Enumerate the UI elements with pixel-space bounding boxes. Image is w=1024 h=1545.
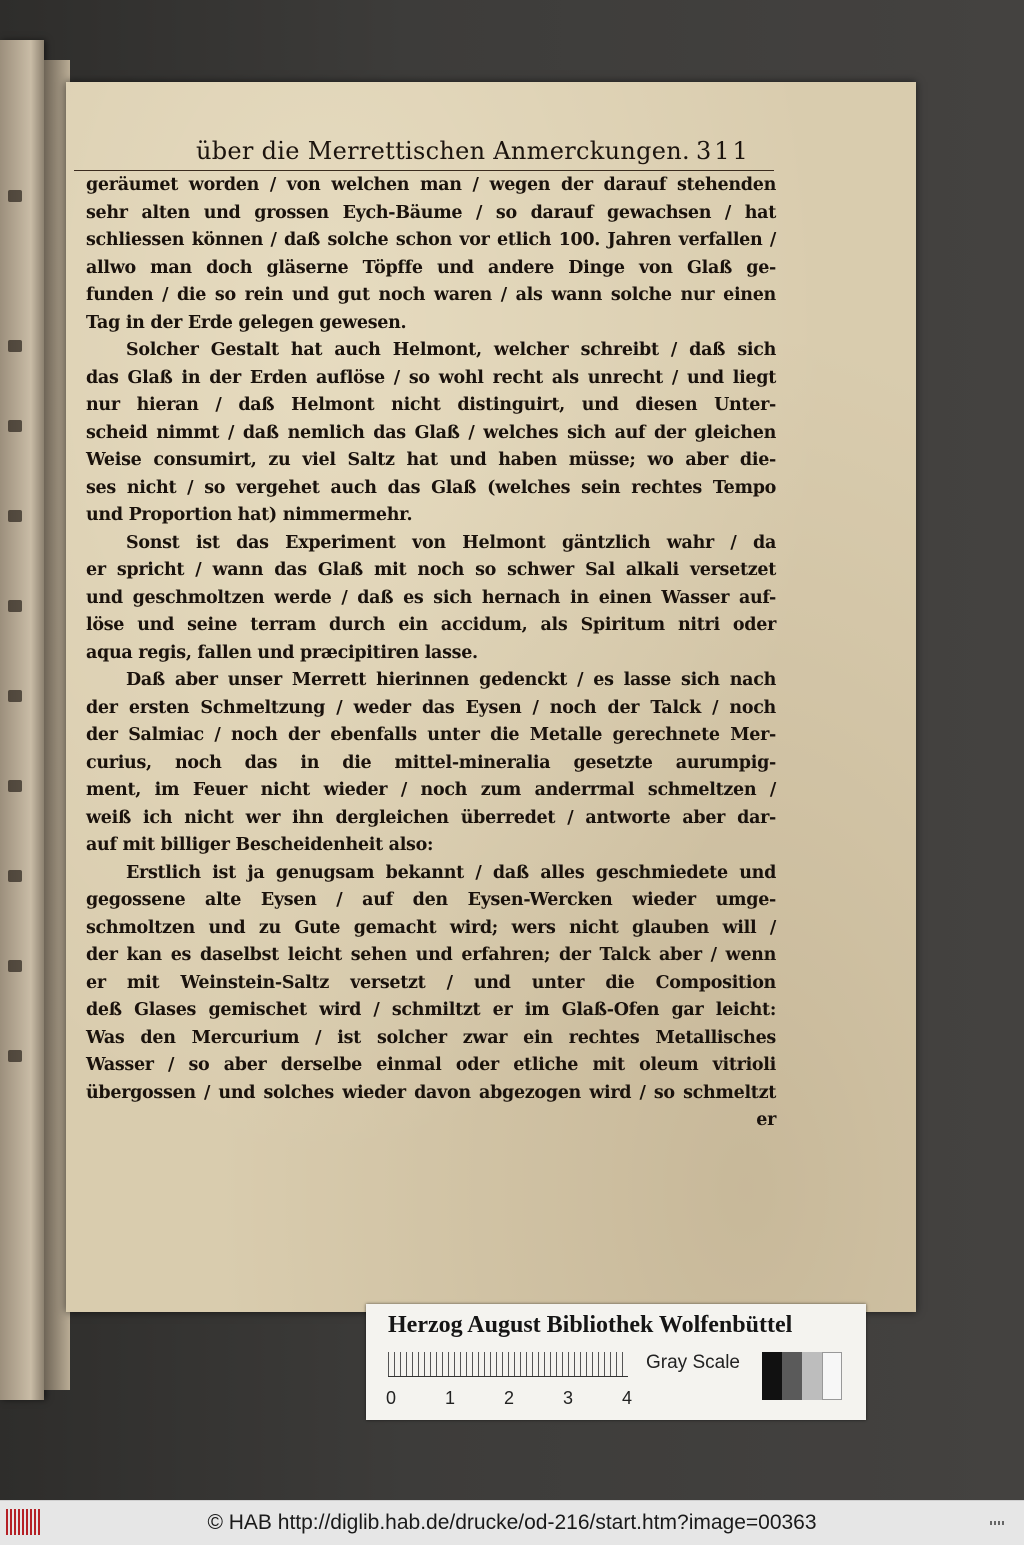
text-line: deß Glases gemischet wird / schmiltzt er im Glaß-Ofen gar leicht: (86, 1000, 776, 1020)
text-line: nur hieran / daß Helmont nicht distinguirt, und diesen Unter- (86, 395, 776, 415)
book-page (66, 82, 916, 1312)
text-line: übergossen / und solches wieder davon abgezogen wird / so schmeltzt (86, 1082, 776, 1103)
text-line: und geschmoltzen werde / daß es sich hernach in einen Wasser auf- (86, 587, 776, 608)
text-line: weiß ich nicht wer ihn dergleichen überredet / antworte aber dar- (86, 807, 776, 828)
ink-mark (8, 190, 22, 202)
header-rule (74, 170, 774, 171)
text-line: gegossene alte Eysen / auf den Eysen-Wercken wieder umge- (86, 890, 776, 910)
ink-mark (8, 960, 22, 972)
ruler-number: 2 (504, 1388, 515, 1408)
text-line: das Glaß in der Erden auflöse / so wohl recht als unrecht / und liegt (86, 367, 776, 388)
text-line: geräumet worden / von welchen man / wegen der darauf stehenden (86, 175, 776, 195)
text-line: er spricht / wann das Glaß mit noch so schwer Sal alkali versetzet (86, 560, 776, 580)
text-line: funden / die so rein und gut noch waren / als wann solche nur einen (86, 285, 776, 305)
text-line: sehr alten und grossen Eych-Bäume / so darauf gewachsen / hat (86, 202, 776, 223)
text-line: Wasser / so aber derselbe einmal oder etliche mit oleum vitrioli (86, 1055, 776, 1075)
previous-page-edge (0, 40, 44, 1400)
ruler-number: 1 (445, 1388, 456, 1408)
text-line: aqua regis, fallen und præcipitiren lasse. (86, 642, 478, 663)
text-line: Tag in der Erde gelegen gewesen. (86, 312, 407, 333)
text-line: Daß aber unser Merrett hierinnen gedenckt / es lasse sich nach (126, 670, 776, 690)
gray-swatch (822, 1352, 842, 1400)
text-line: Erstlich ist ja genugsam bekannt / daß alles geschmiedete und (126, 862, 776, 883)
catchword: er (756, 1110, 776, 1130)
text-line: auf mit billiger Bescheidenheit also: (86, 835, 434, 855)
text-line: und Proportion hat) nimmermehr. (86, 505, 413, 525)
more-icon[interactable] (990, 1521, 1006, 1525)
text-line: scheid nimmt / daß nemlich das Glaß / welches sich auf der gleichen (86, 422, 776, 443)
text-line: ment, im Feuer nicht wieder / noch zum anderrmal schmeltzen / (86, 780, 776, 800)
ink-mark (8, 510, 22, 522)
text-line: der ersten Schmeltzung / weder das Eysen / noch der Talck / noch (86, 697, 776, 718)
ruler-number: 3 (563, 1388, 574, 1408)
body-text (86, 172, 776, 1135)
text-line: Weise consumirt, zu viel Saltz hat und haben müsse; wo aber die- (86, 450, 776, 470)
ruler-number: 0 (386, 1388, 397, 1408)
color-scale-target (366, 1304, 866, 1420)
ink-mark (8, 690, 22, 702)
text-line: ses nicht / so vergehet auch das Glaß (welches sein rechtes Tempo (86, 477, 776, 498)
text-line: der Salmiac / noch der ebenfalls unter die Metalle gerechnete Mer- (86, 725, 776, 745)
ruler-number: 4 (622, 1388, 633, 1408)
text-line: allwo man doch gläserne Töpffe und andere Dinge von Glaß ge- (86, 257, 776, 278)
ink-mark (8, 340, 22, 352)
text-line: Solcher Gestalt hat auch Helmont, welcher schreibt / daß sich (126, 340, 776, 360)
gray-swatch (782, 1352, 802, 1400)
text-line: curius, noch das in die mittel-mineralia gesetzte aurumpig- (86, 752, 776, 773)
ink-mark (8, 600, 22, 612)
text-line: schliessen können / daß solche schon vor etlich 100. Jahren verfallen / (86, 230, 776, 250)
gray-swatch (762, 1352, 782, 1400)
text-line: Was den Mercurium / ist solcher zwar ein rechtes Metallisches (86, 1027, 776, 1048)
ruler-scale (388, 1352, 628, 1377)
text-line: löse und seine terram durch ein accidum, als Spiritum nitri oder (86, 615, 776, 635)
text-line: der kan es daselbst leicht sehen und erfahren; der Talck aber / wenn (86, 945, 776, 965)
text-line: schmoltzen und zu Gute gemacht wird; wers nicht glauben will / (86, 917, 776, 938)
ink-mark (8, 870, 22, 882)
ink-mark (8, 780, 22, 792)
gray-scale-label: Gray Scale (646, 1352, 740, 1373)
ink-mark (8, 420, 22, 432)
library-name: Herzog August Bibliothek Wolfenbüttel (388, 1312, 793, 1338)
text-line: Sonst ist das Experiment von Helmont gäntzlich wahr / da (126, 532, 776, 553)
running-head: über die Merrettischen Anmerckungen. (196, 137, 690, 165)
copyright-url[interactable]: © HAB http://diglib.hab.de/drucke/od-216/start.htm?image=00363 (207, 1511, 817, 1534)
footer-bar (0, 1500, 1024, 1545)
text-line: er mit Weinstein-Saltz versetzt / und unter die Composition (86, 972, 776, 993)
page-number: 311 (696, 137, 751, 165)
ink-mark (8, 1050, 22, 1062)
gray-swatch (802, 1352, 822, 1400)
